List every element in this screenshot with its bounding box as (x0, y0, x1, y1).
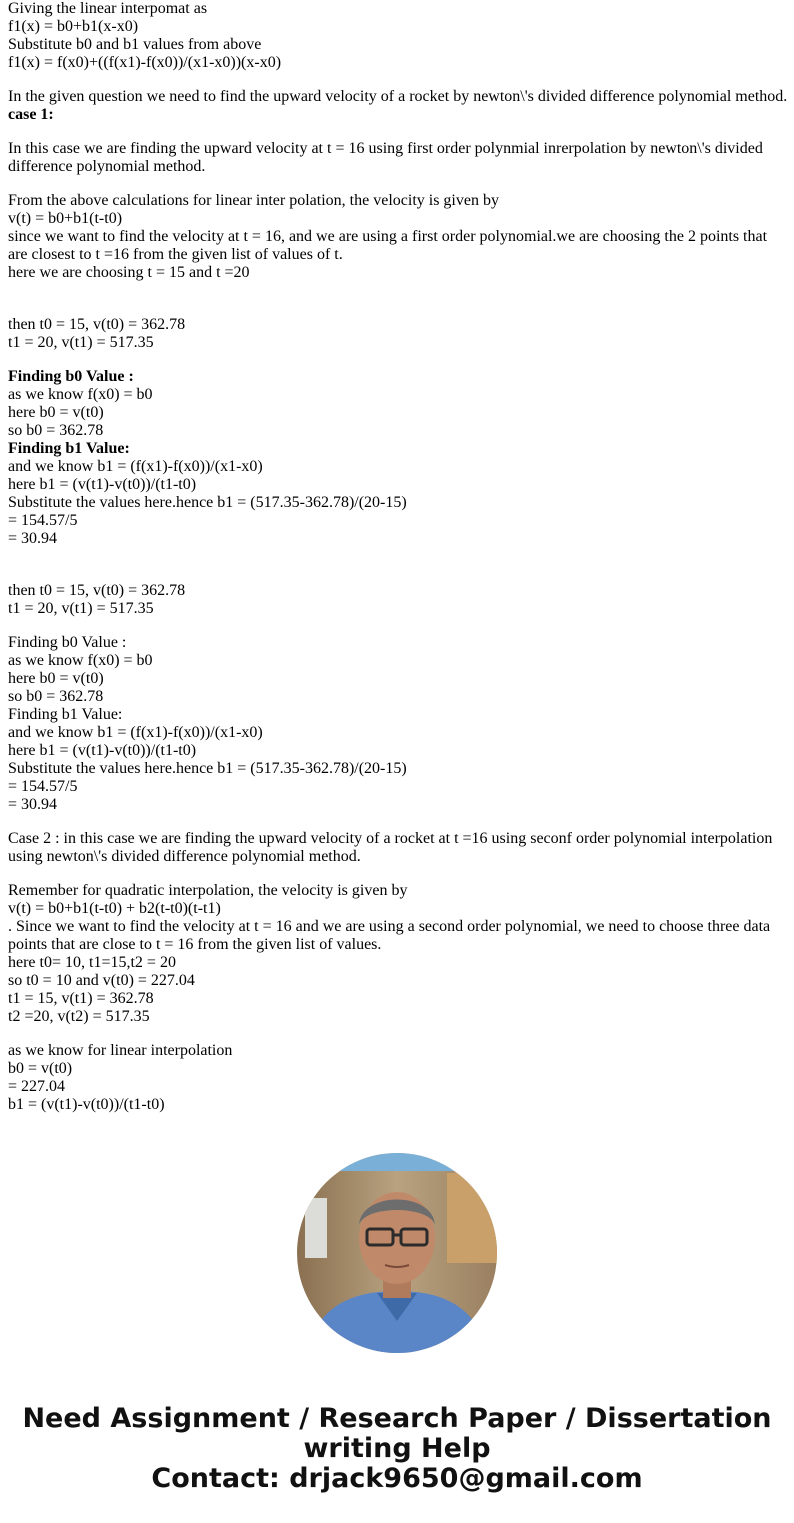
promo-banner (0, 1404, 794, 1494)
text-line: so b0 = 362.78 (8, 688, 104, 705)
text-line: Substitute b0 and b1 values from above (8, 36, 262, 53)
author-photo-avatar (297, 1153, 497, 1353)
paragraph: In the given question we need to find the upward velocity of a rocket by newton\'s divided difference polynomial method. (8, 88, 788, 105)
text-line: here we are choosing t = 15 and t =20 (8, 264, 250, 281)
text-line: Substitute the values here.hence b1 = (517.35-362.78)/(20-15) (8, 494, 407, 511)
case1-heading: case 1: (8, 106, 54, 123)
text-line: t1 = 20, v(t1) = 517.35 (8, 334, 154, 351)
text-line: then t0 = 15, v(t0) = 362.78 (8, 316, 186, 333)
contact-email[interactable]: Contact: drjack9650@gmail.com (151, 1463, 643, 1494)
text-line: here b0 = v(t0) (8, 404, 104, 421)
text-line: here b0 = v(t0) (8, 670, 104, 687)
b1-heading-plain: Finding b1 Value: (8, 706, 123, 723)
b0-heading: Finding b0 Value : (8, 368, 134, 385)
text-line: . Since we want to find the velocity at t = 16 and we are using a second order polynomial, we need to choose three data points that are close to t = 16 from the given list of values. (8, 918, 771, 953)
text-line: and we know b1 = (f(x1)-f(x0))/(x1-x0) (8, 458, 263, 475)
b1-heading: Finding b1 Value: (8, 440, 130, 457)
text-line: as we know for linear interpolation (8, 1042, 233, 1059)
text-line: f1(x) = f(x0)+((f(x1)-f(x0))/(x1-x0))(x-x0) (8, 54, 282, 71)
promo-line-1: Need Assignment / Research Paper / Dissertation (22, 1403, 772, 1434)
text-line: here b1 = (v(t1)-v(t0))/(t1-t0) (8, 742, 197, 759)
text-line: so b0 = 362.78 (8, 422, 104, 439)
text-line: here b1 = (v(t1)-v(t0))/(t1-t0) (8, 476, 197, 493)
text-line: here t0= 10, t1=15,t2 = 20 (8, 954, 176, 971)
b0-heading-plain: Finding b0 Value : (8, 634, 127, 651)
paragraph: In this case we are finding the upward velocity at t = 16 using first order polynmial inrerpolation by newton\'s divided difference polynomial method. (8, 140, 763, 175)
text-line: = 30.94 (8, 796, 58, 813)
text-line: as we know f(x0) = b0 (8, 386, 153, 403)
text-line: b1 = (v(t1)-v(t0))/(t1-t0) (8, 1096, 165, 1113)
text-line: then t0 = 15, v(t0) = 362.78 (8, 582, 186, 599)
text-line: t2 =20, v(t2) = 517.35 (8, 1008, 150, 1025)
text-line: and we know b1 = (f(x1)-f(x0))/(x1-x0) (8, 724, 263, 741)
text-line: t1 = 15, v(t1) = 362.78 (8, 990, 154, 1007)
text-line: Remember for quadratic interpolation, the velocity is given by (8, 882, 408, 899)
text-line: Substitute the values here.hence b1 = (517.35-362.78)/(20-15) (8, 760, 407, 777)
text-line: so t0 = 10 and v(t0) = 227.04 (8, 972, 195, 989)
solution-text (8, 0, 788, 1123)
text-line: t1 = 20, v(t1) = 517.35 (8, 600, 154, 617)
promo-line-2: writing Help (303, 1433, 491, 1464)
text-line: = 154.57/5 (8, 512, 78, 529)
text-line: v(t) = b0+b1(t-t0) + b2(t-t0)(t-t1) (8, 900, 221, 917)
case2-paragraph: Case 2 : in this case we are finding the upward velocity of a rocket at t =16 using seconf order polynomial interpolation using newton\'s divided difference polynomial method. (8, 830, 773, 865)
text-line: b0 = v(t0) (8, 1060, 73, 1077)
text-line: f1(x) = b0+b1(x-x0) (8, 18, 139, 35)
text-line: = 227.04 (8, 1078, 66, 1095)
text-line: v(t) = b0+b1(t-t0) (8, 210, 123, 227)
text-line: as we know f(x0) = b0 (8, 652, 153, 669)
text-line: From the above calculations for linear inter polation, the velocity is given by (8, 192, 499, 209)
text-line: since we want to find the velocity at t = 16, and we are using a first order polynomial.we are choosing the 2 points that are closest to t =16 from the given list of values of t. (8, 228, 768, 263)
portrait-icon (297, 1153, 497, 1353)
text-line: Giving the linear interpomat as (8, 0, 208, 17)
text-line: = 154.57/5 (8, 778, 78, 795)
text-line: = 30.94 (8, 530, 58, 547)
